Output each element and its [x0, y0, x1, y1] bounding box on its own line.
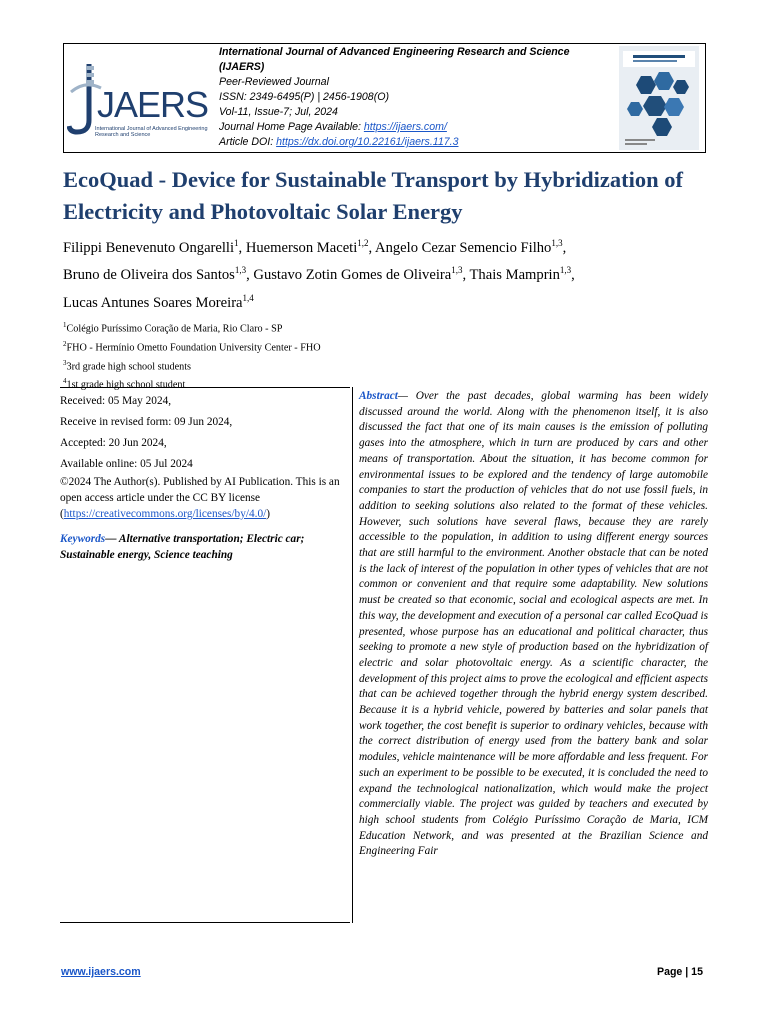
journal-header [63, 43, 706, 153]
keywords-label: Keywords [60, 533, 106, 545]
date-accepted: Accepted: 20 Jun 2024, [60, 437, 167, 449]
cover-hexagons-icon [619, 46, 699, 150]
volume-issue: Vol-11, Issue-7; Jul, 2024 [219, 106, 338, 118]
author-list [63, 232, 723, 314]
journal-info [219, 45, 614, 150]
homepage-label: Journal Home Page Available: [219, 121, 364, 133]
affiliation: $^3$3rd grade high school students [63, 358, 191, 372]
license-notice: ©2024 The Author(s). Published by AI Publication. This is an open access article under the CC BY license (https://creativecommons.org/licenses/by/4.0/) [60, 476, 340, 520]
author: Gustavo Zotin Gomes de Oliveira$^{1,3}$, [253, 265, 470, 284]
journal-name: International Journal of Advanced Engineering Research and Science [219, 46, 570, 58]
abstract-text: — Over the past decades, global warming has been widely discussed around the world. Along with the phenomenon itself, it is also discussed the fact that one of its main causes is the emission of polluting gases into the atmosphere, which in turn are produced by cars and other means of transportation. About the situation, it has become common for environmental issues to be explored and the tendency of large automobile companies to start the production of vehicles that do not use fossil fuels, in addition to seeking solutions also related to the format of these vehicles. However, such solutions have several flaws, because they are rarely accessible to the population, in addition to using different energy sources that are still harmful to the environment. Another obstacle that can be noted is the lack of interest of the population in other types of vehicles that are not common or convenient and that require some adaptability. New solutions must be created so that economic, social and ecological aspects are met. In this way, the development and execution of a personal car called EcoQuad is presented, whose purpose has an educational and political character, thus seeking to promote a new style of production based on the hybridization of electric and solar photovoltaic energy. As a scientific character, the development of this project aims to prove the ecological and efficient aspects that can be achieved together through the hybrid energy system described. Because it is a hybrid vehicle, powered by batteries and solar panels that work together, the cost benefit is superior to ordinary vehicles, because with the correct distribution of energy used from the battery bank and solar modules, vehicle maintenance will be more affordable and less frequent. For such an experiment to be possible to be executed, it is concluded the need to expand the technological nationalization, which would make the project commercially viable. The project was guided by teachers and executed by high school students from Colégio Puríssimo Coração de Maria, ICM Education Network, and was presented at the Brazilian Science and Engineering Fair [359, 390, 708, 858]
homepage-line [219, 120, 614, 135]
author: Angelo Cezar Semencio Filho$^{1,3}$, [375, 238, 567, 256]
doi-label: Article DOI: [219, 136, 277, 148]
license-link[interactable]: https://creativecommons.org/licenses/by/4.0/ [63, 508, 267, 520]
date-online: Available online: 05 Jul 2024 [60, 458, 193, 470]
doi-link[interactable]: https://dx.doi.org/10.22161/ijaers.117.3 [276, 136, 459, 148]
peer-reviewed: Peer-Reviewed Journal [219, 76, 329, 88]
footer-website-link[interactable]: www.ijaers.com [61, 966, 141, 978]
keywords-text: — Alternative transportation; Electric car; Sustainable energy, Science teaching [60, 533, 305, 561]
page-number: Page | 15 [657, 966, 703, 978]
affiliation: $^4$1st grade high school student [63, 377, 186, 391]
issn: ISSN: 2349-6495(P) | 2456-1908(O) [219, 91, 389, 103]
journal-cover-image [619, 46, 699, 150]
affiliation: $^2$FHO - Hermínio Ometto Foundation University Center - FHO [63, 339, 321, 354]
logo-subtitle: International Journal of Advanced Engineering Research and Science [95, 126, 208, 138]
journal-logo [67, 62, 207, 142]
journal-abbr: (IJAERS) [219, 61, 265, 73]
date-received: Received: 05 May 2024, [60, 395, 172, 407]
author: Thais Mamprin$^{1,3}$, [469, 265, 575, 284]
abstract-label: Abstract [359, 390, 398, 402]
affiliations [63, 318, 563, 393]
doi-line [219, 135, 614, 150]
keywords [60, 531, 348, 563]
homepage-link[interactable]: https://ijaers.com/ [363, 121, 447, 133]
author: Lucas Antunes Soares Moreira$^{1,4}$ [63, 292, 254, 311]
article-info-column [60, 387, 350, 923]
author: Bruno de Oliveira dos Santos$^{1,3}$, [63, 265, 254, 284]
affiliation: $^1$Colégio Puríssimo Coração de Maria, Rio Claro - SP [63, 321, 283, 335]
logo-wordmark: JAERS [97, 84, 209, 125]
date-revised: Receive in revised form: 09 Jun 2024, [60, 416, 233, 428]
author: Filippi Benevenuto Ongarelli$^1$, [63, 238, 246, 256]
article-title: EcoQuad - Device for Sustainable Transport by Hybridization of Electricity and Photovoltaic Solar Energy [63, 167, 684, 224]
column-divider [352, 387, 353, 923]
abstract [359, 389, 708, 860]
author: Huemerson Maceti$^{1,2}$, [245, 238, 376, 256]
